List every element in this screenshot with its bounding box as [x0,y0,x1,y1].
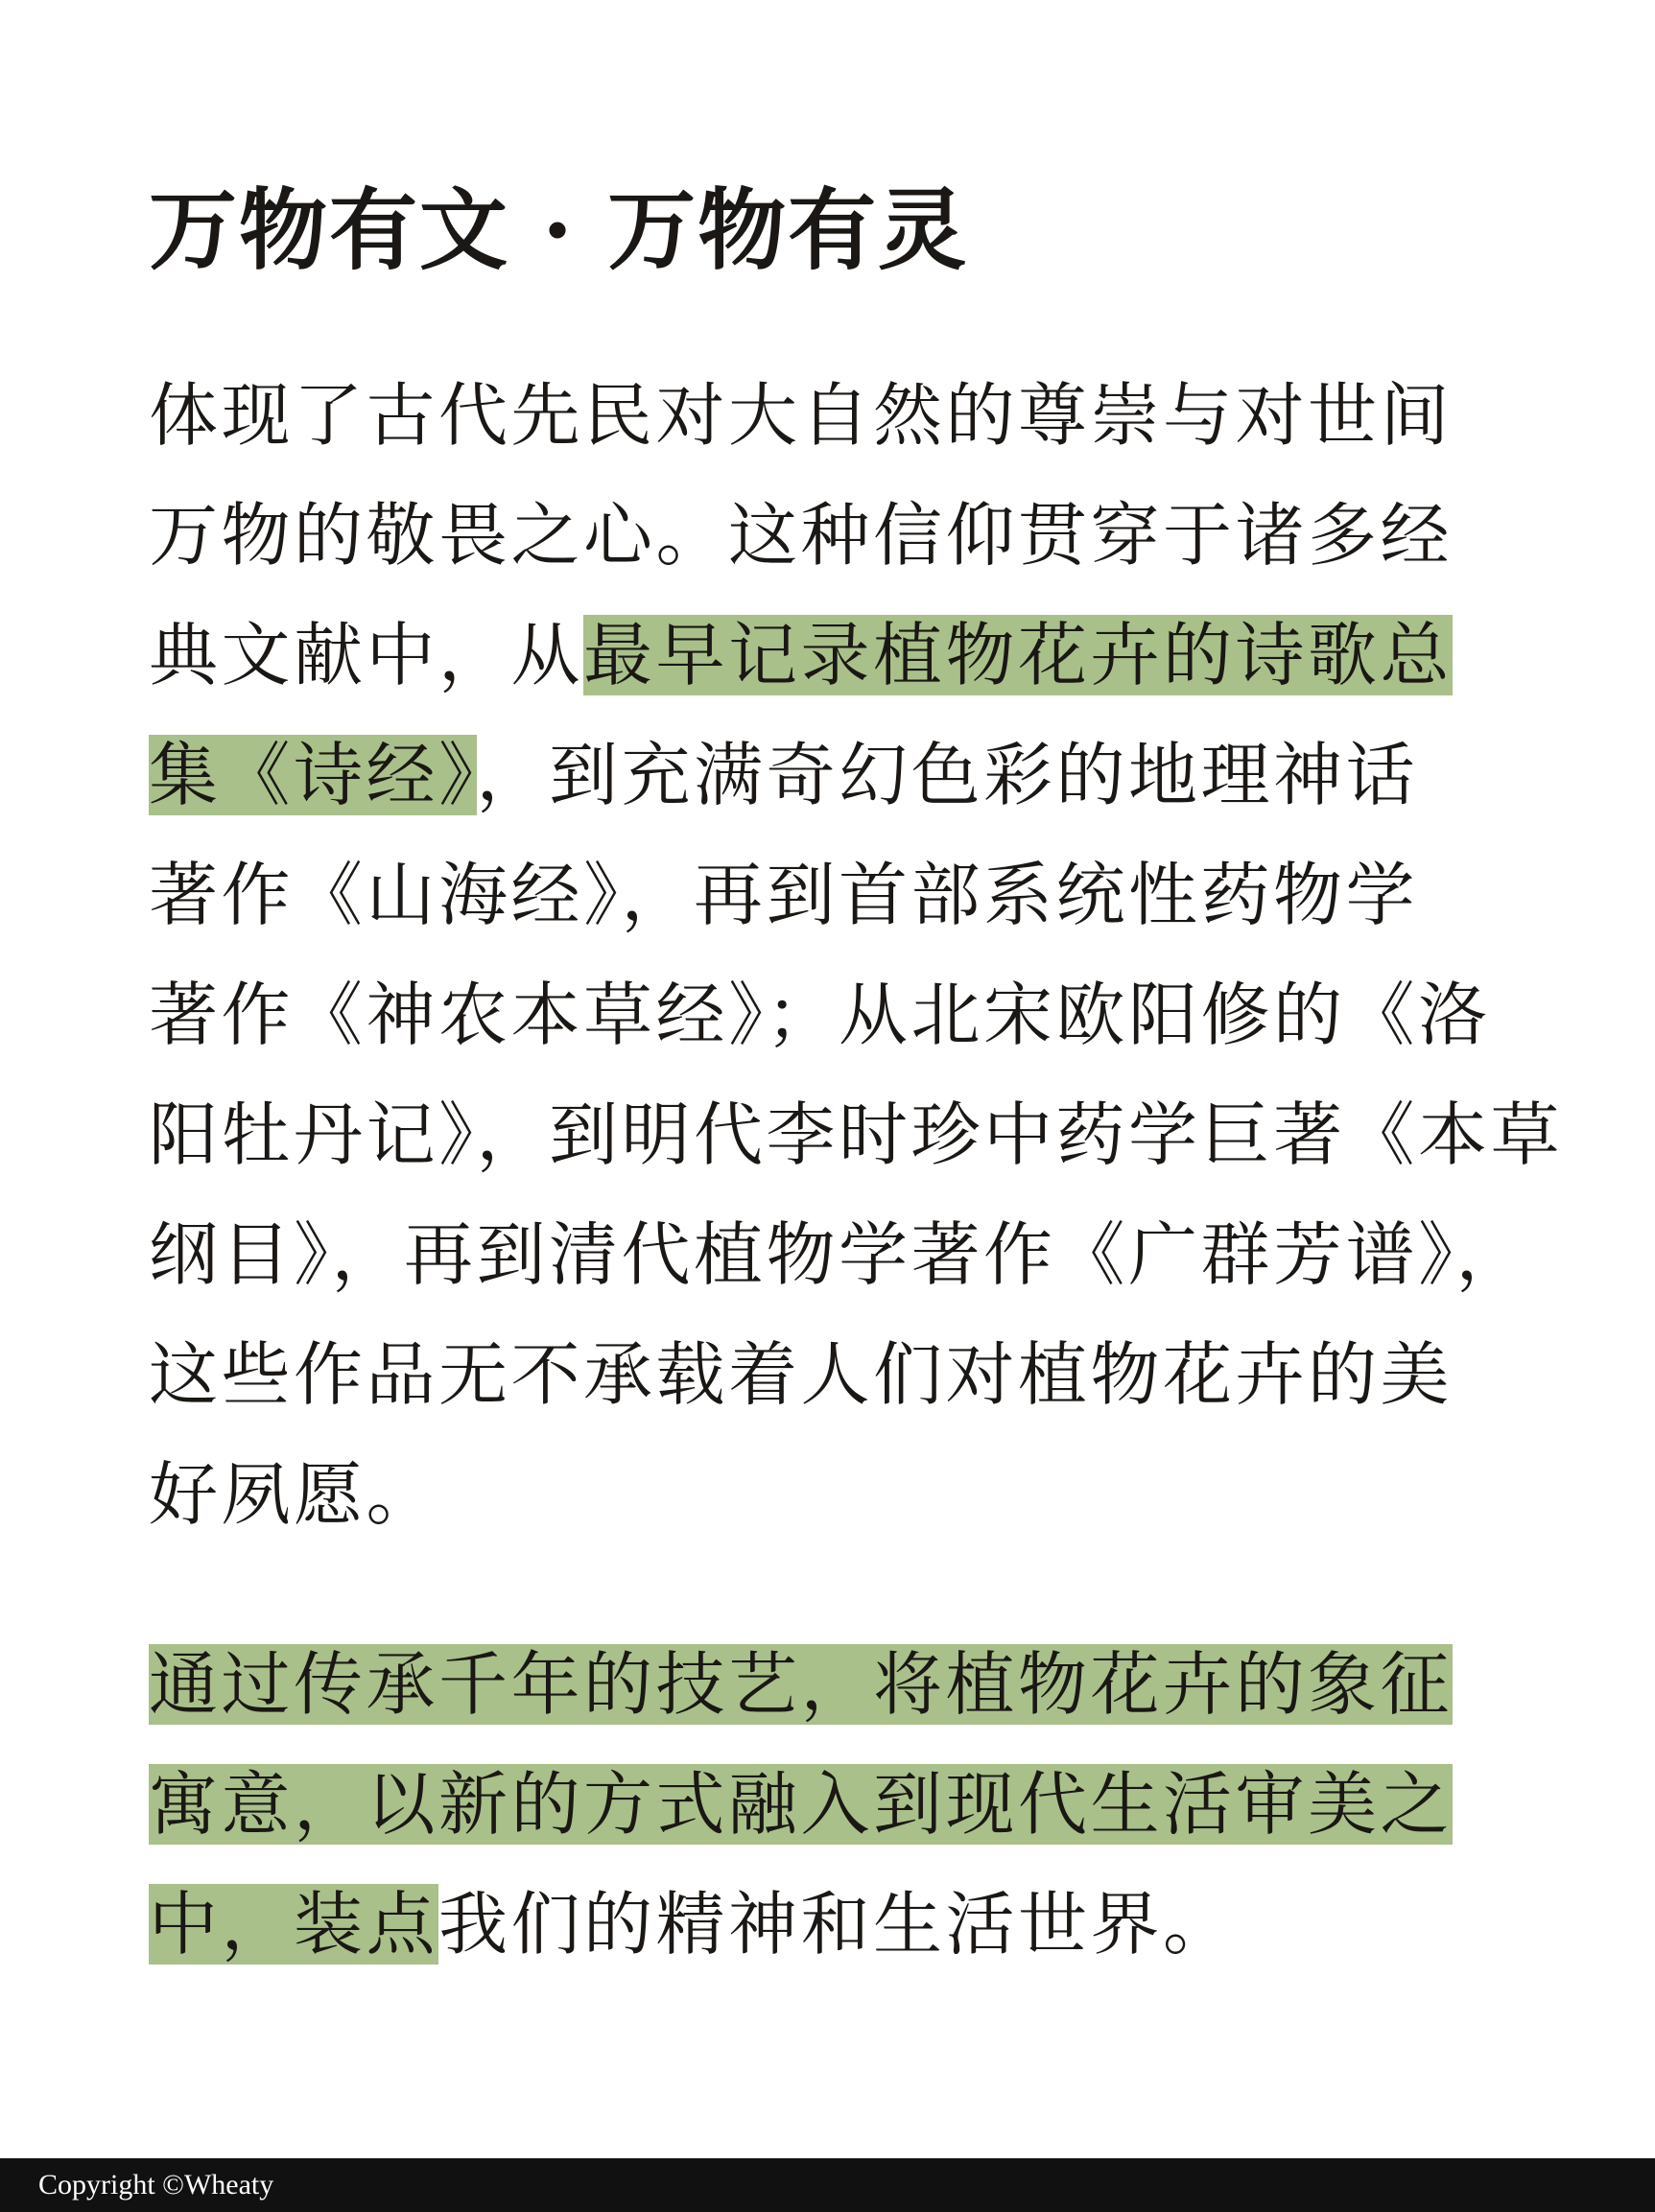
highlighted-text: 寓意，以新的方式融入到现代生活审美之 [149,1764,1454,1845]
paragraph-line: 著作《山海经》，再到首部系统性药物学 [149,855,1419,935]
plain-text: 典文献中，从 [149,615,584,695]
page-title: 万物有文 · 万物有灵 [149,178,969,282]
copyright-bar [0,2158,1655,2212]
highlighted-text: 通过传承千年的技艺，将植物花卉的象征 [149,1644,1454,1725]
highlighted-text: 集《诗经》 [149,735,477,815]
paragraph-line: 这些作品无不承载着人们对植物花卉的美 [149,1334,1454,1415]
paragraph-line: 著作《神农本草经》；从北宋欧阳修的《洛 [149,975,1491,1055]
highlighted-text: 最早记录植物花卉的诗歌总 [583,615,1454,695]
plain-text: 我们的精神和生活世界。 [438,1884,1236,1965]
paragraph-line [149,1864,1511,1985]
paragraph-line: 体现了古代先民对大自然的尊崇与对世间 [149,375,1454,456]
copyright-text: Copyright ©Wheaty [38,2169,274,2200]
paragraph-line [149,1744,1511,1865]
paragraph-line [149,595,1511,716]
paragraph-line: 阳牡丹记》，到明代李时珍中药学巨著《本草 [149,1094,1564,1175]
paragraph-line: 万物的敬畏之心。这种信仰贯穿于诸多经 [149,495,1454,576]
paragraph-line [149,715,1511,835]
plain-text: ，到充满奇幻色彩的地理神话 [476,735,1419,815]
paragraph-line [149,1624,1511,1745]
paragraph-line: 纲目》，再到清代植物学著作《广群芳谱》， [149,1214,1529,1295]
paragraph-line: 好夙愿。 [149,1454,439,1535]
highlighted-text: 中，装点 [149,1884,439,1965]
